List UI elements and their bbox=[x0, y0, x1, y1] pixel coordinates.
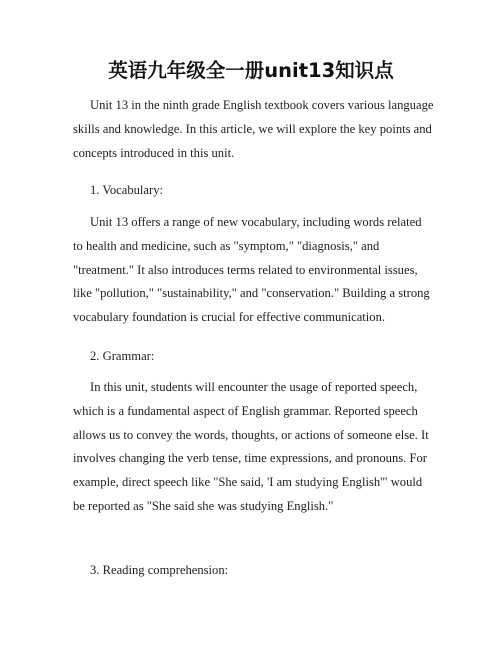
page-title: 英语九年级全一册unit13知识点 bbox=[108, 59, 394, 82]
paragraph-line: Unit 13 offers a range of new vocabulary, including words related bbox=[90, 215, 422, 229]
intro-line: skills and knowledge. In this article, we will explore the key points and bbox=[73, 121, 432, 136]
section-heading-grammar: 2. Grammar: bbox=[90, 349, 155, 363]
paragraph-line: In this unit, students will encounter the usage of reported speech, bbox=[90, 380, 418, 394]
section-paragraph-vocabulary bbox=[73, 211, 431, 330]
intro-paragraph bbox=[73, 94, 434, 165]
section-heading-vocabulary: 1. Vocabulary: bbox=[90, 183, 163, 197]
paragraph-line: "treatment." It also introduces terms related to environmental issues, bbox=[73, 262, 418, 277]
paragraph-line: like "pollution," "sustainability," and "conservation." Building a strong bbox=[73, 286, 430, 301]
section-paragraph-grammar bbox=[73, 376, 431, 519]
paragraph-line: allows us to convey the words, thoughts, or actions of someone else. It bbox=[73, 427, 429, 442]
paragraph-line: which is a fundamental aspect of English grammar. Reported speech bbox=[73, 403, 418, 418]
paragraph-line: example, direct speech like "She said, 'I am studying English'" would bbox=[73, 475, 423, 490]
paragraph-line: to health and medicine, such as "symptom," "diagnosis," and bbox=[73, 238, 380, 253]
intro-line: Unit 13 in the ninth grade English textbook covers various language bbox=[90, 98, 434, 112]
paragraph-line: be reported as "She said she was studying English." bbox=[73, 498, 334, 513]
intro-line: concepts introduced in this unit. bbox=[73, 145, 235, 160]
paragraph-line: involves changing the verb tense, time expressions, and pronouns. For bbox=[73, 451, 427, 466]
paragraph-line: vocabulary foundation is crucial for effective communication. bbox=[73, 310, 386, 325]
section-heading-reading: 3. Reading comprehension: bbox=[90, 563, 229, 577]
